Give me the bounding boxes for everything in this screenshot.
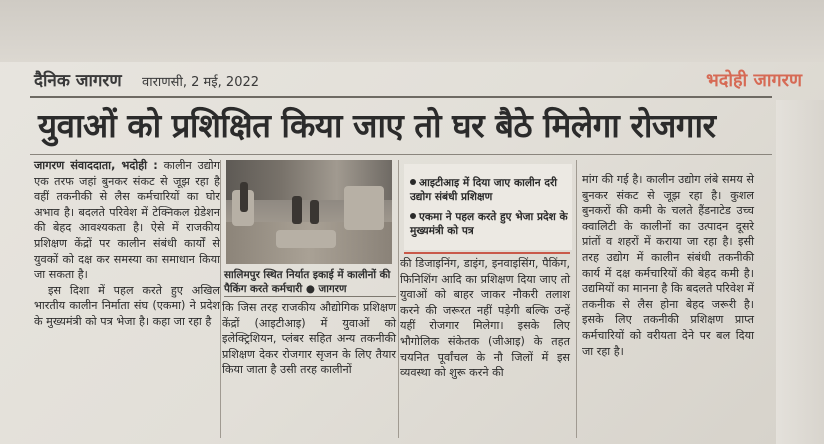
caption-rule <box>224 296 396 297</box>
bullet-icon <box>410 179 416 185</box>
column-2-text: कि जिस तरह राजकीय औद्योगिक प्रशिक्षण केंद्रों (आइटीआइ) में युवाओं को इलेक्ट्रिशियन, प्लंबर सहित अन्य तकनीकी प्रशिक्षण देकर रोजगार सृजन के लिए तैयार किया जाता है उसी तरह कालीनों <box>222 301 396 377</box>
background-strip <box>0 0 824 62</box>
photo-caption: सालिमपुर स्थित निर्यात इकाई में कालीनों की पैकिंग करते कर्मचारी ● जागरण <box>224 269 391 295</box>
photo-worker <box>292 196 302 224</box>
photo-bale <box>276 230 336 248</box>
column-2 <box>222 300 396 378</box>
column-1 <box>34 158 220 330</box>
masthead-rule <box>30 96 772 98</box>
headline-rule <box>30 154 772 155</box>
photo-bale <box>344 186 384 230</box>
photo-worker <box>240 182 248 212</box>
highlight-item <box>410 210 570 238</box>
paper-name: दैनिक जागरण <box>34 71 122 91</box>
page-edge <box>776 100 824 444</box>
highlight-text: एकमा ने पहल करते हुए भेजा प्रदेश के मुख्यमंत्री को पत्र <box>410 211 568 237</box>
news-photo <box>226 160 392 264</box>
column-1-para-2: इस दिशा में पहल करते हुए अखिल भारतीय कालीन निर्माता संघ (एकमा) ने प्रदेश के मुख्यमंत्री को पत्र भेजा है। कहा जा रहा है <box>34 283 220 328</box>
highlight-text: आइटीआइ में दिया जाए कालीन दरी उद्योग संबंधी प्रशिक्षण <box>410 177 558 203</box>
column-divider <box>220 160 221 438</box>
column-1-para-1 <box>34 158 220 283</box>
highlight-rule-bottom <box>404 252 570 254</box>
byline: जागरण संवाददाता, भदोही : <box>34 159 158 172</box>
highlight-item <box>410 176 570 204</box>
dateline: वाराणसी, 2 मई, 2022 <box>142 75 260 90</box>
column-divider <box>576 160 577 438</box>
column-divider <box>398 160 399 438</box>
column-3-text: की डिजाइनिंग, डाइंग, इनवाइसिंग, पैकिंग, फिनिशिंग आदि का प्रशिक्षण दिया जाए तो युवाओं को बाहर जाकर नौकरी तलाश करने की जरूरत नहीं पड़ेगी बल्कि उन्हें यहीं रोजगार मिलेगा। इसके लिए भौगोलिक संकेतक (जीआइ) के तहत चयनित पूर्वांचल के नौ जिलों में इस व्यवस्था को शुरू करने की <box>400 257 570 380</box>
headline: युवाओं को प्रशिक्षित किया जाए तो घर बैठे मिलेगा रोजगार <box>38 106 716 145</box>
column-1-text: कालीन उद्योग एक तरफ जहां बुनकर संकट से जूझ रहा है वहीं तकनीकी से लैस कर्मचारियों का घोर अभाव है। बदलते परिवेश में टेक्निकल ग्रेडेशन की बेहद आवश्यकता है। ऐसे में राजकीय प्रशिक्षण केंद्रों पर कालीन संबंधी कार्यों से युवकों को दक्ष कर समस्या का समाधान किया जा सकता है। <box>34 159 220 282</box>
highlights-box <box>404 164 572 250</box>
column-4-text: मांग की गई है। कालीन उद्योग लंबे समय से बुनकर संकट से जूझ रहा है। कुशल बुनकरों की कमी के चलते हैंडनाटेड उच्च क्वालिटी के कालीनों का उत्पादन दूसरे प्रांतों व शहरों में कराया जा रहा है। इसी तरह उद्योग में कालीन संबंधी तकनीकी कार्य में दक्ष कर्मचारियों की बेहद कमी है। उद्यमियों का मानना है कि बदलते परिवेश में तकनीक से लैस होना बेहद जरूरी है। इसके लिए तकनीकी प्रशिक्षण प्राप्त कर्मचारियों को वरीयता देने पर बल दिया जा रहा है। <box>582 173 754 358</box>
bullet-icon <box>410 213 416 219</box>
column-4 <box>582 172 754 359</box>
photo-worker <box>310 200 319 224</box>
edition-name: भदोही जागरण <box>706 70 802 91</box>
masthead <box>30 64 820 94</box>
column-3 <box>400 256 570 381</box>
